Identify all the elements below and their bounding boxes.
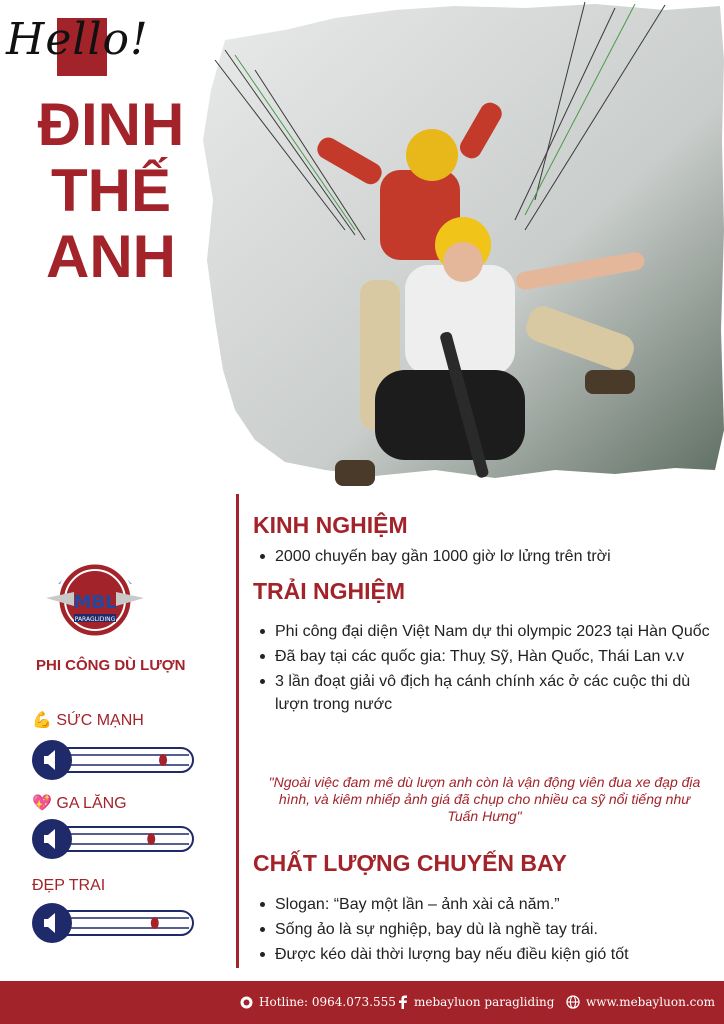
skill-slider-strength	[31, 739, 196, 781]
experience-heading: KINH NGHIỆM	[253, 512, 408, 538]
experience-list	[255, 545, 611, 570]
slider-track	[53, 911, 193, 935]
list-item: Slogan: “Bay một lần – ảnh xài cả năm.”	[255, 893, 629, 916]
skill-strength-text: SỨC MẠNH	[56, 712, 144, 729]
slider-graphic	[31, 739, 196, 781]
hotline-contact[interactable]	[240, 995, 396, 1009]
slider-level-marker[interactable]	[151, 917, 159, 929]
globe-icon	[566, 995, 580, 1009]
skill-gallantry-text: GA LĂNG	[56, 795, 127, 812]
quality-list	[255, 893, 629, 968]
trials-quote: "Ngoài việc đam mê dù lượn anh còn là vận động viên đua xe đạp địa hình, và kiêm nhiếp ảnh giá đã chụp cho nhiều ca sỹ nổi tiếng như Tuấn Hưng"	[268, 774, 701, 824]
skill-label-strength	[32, 710, 144, 730]
slider-graphic	[31, 818, 196, 860]
list-item: Đã bay tại các quốc gia: Thuỵ Sỹ, Hàn Quốc, Thái Lan v.v	[255, 645, 710, 668]
slider-track	[53, 827, 193, 851]
facebook-icon	[398, 995, 408, 1009]
website-text: www.mebayluon.com	[586, 995, 715, 1009]
list-item: Được kéo dài thời lượng bay nếu điều kiện gió tốt	[255, 943, 629, 966]
flexed-biceps-icon: 💪	[32, 712, 52, 729]
slider-graphic	[31, 902, 196, 944]
trials-heading: TRẢI NGHIỆM	[253, 578, 406, 604]
slider-level-marker[interactable]	[147, 833, 155, 845]
facebook-link[interactable]	[398, 995, 554, 1009]
skill-label-gallantry	[32, 793, 127, 813]
list-item: Sống ảo là sự nghiệp, bay dù là nghề tay trái.	[255, 918, 629, 941]
website-link[interactable]	[566, 995, 715, 1009]
photo-illustration	[195, 0, 724, 492]
slider-track	[53, 748, 193, 772]
list-item: 3 lần đoạt giải vô địch hạ cánh chính xác ở các cuộc thi dù lượn trong nước	[255, 670, 710, 716]
name-line-3: ANH	[46, 223, 176, 290]
quality-heading: CHẤT LƯỢNG CHUYẾN BAY	[253, 850, 567, 876]
greeting: Hello!	[6, 14, 149, 65]
list-item: Phi công đại diện Việt Nam dự thi olympic 2023 tại Hàn Quốc	[255, 620, 710, 643]
list-item: 2000 chuyến bay gần 1000 giờ lơ lửng trên trời	[255, 545, 611, 568]
trials-list	[255, 620, 710, 718]
paragliding-photo	[195, 0, 724, 492]
logo-subtext: PARAGLIDING	[74, 616, 116, 623]
sparkling-heart-icon: 💖	[32, 795, 52, 812]
slider-level-marker[interactable]	[159, 754, 167, 766]
name-line-2: THẾ	[51, 157, 171, 224]
logo-text: MBL	[73, 592, 117, 613]
column-divider	[236, 494, 239, 968]
skill-slider-handsome	[31, 902, 196, 944]
footer-bar	[0, 981, 724, 1024]
whatsapp-icon	[240, 996, 253, 1009]
person-name	[36, 92, 186, 290]
skill-label-handsome	[32, 877, 105, 895]
skill-handsome-text: ĐẸP TRAI	[32, 877, 106, 894]
role-title: PHI CÔNG DÙ LƯỢN	[36, 657, 186, 674]
name-line-1: ĐINH	[37, 91, 185, 158]
mbl-logo	[44, 550, 146, 640]
hotline-text: Hotline: 0964.073.555	[259, 995, 396, 1009]
facebook-text: mebayluon paragliding	[414, 995, 555, 1009]
skill-slider-gallantry	[31, 818, 196, 860]
